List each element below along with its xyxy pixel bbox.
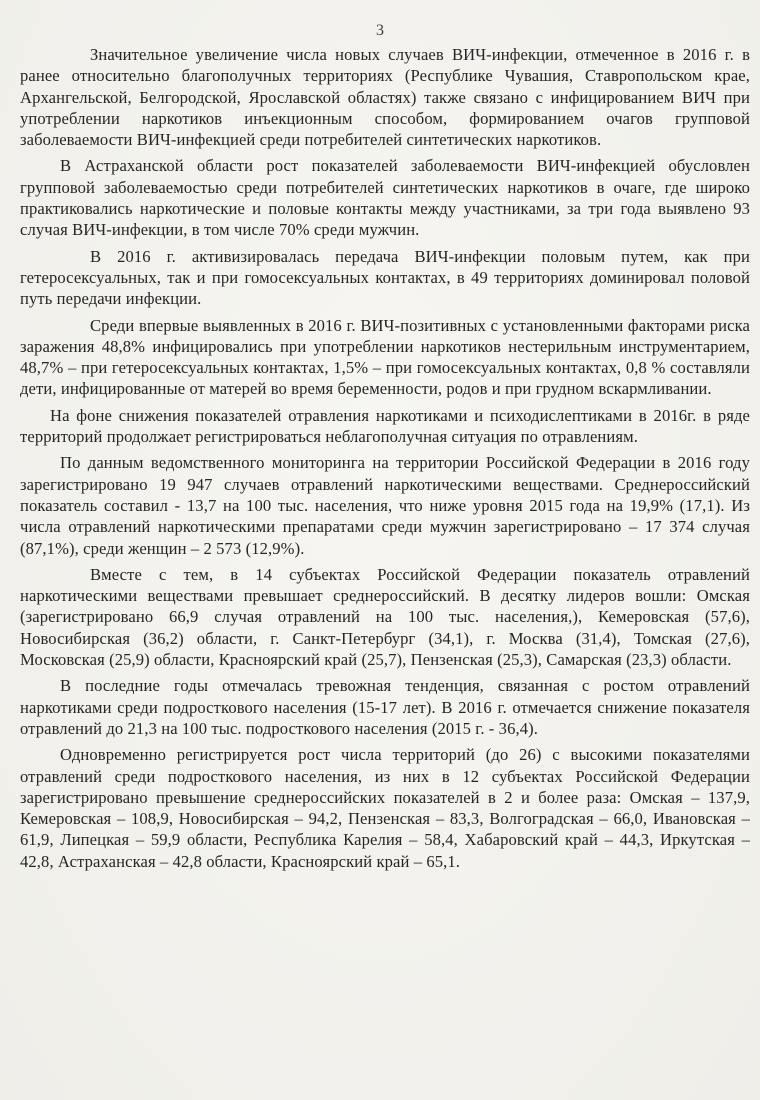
paragraph-poisoning-decline: На фоне снижения показателей отравления наркотиками и психодислептиками в 2016г. в ряде территорий продолжает регистрироваться неблагополучная ситуация по отравлениям. [20,405,750,447]
paragraph-adolescent-trend: В последние годы отмечалась тревожная тенденция, связанная с ростом отравлений наркотиками среди подросткового населения (15-17 лет). В 2016 г. отмечается снижение показателя отравлений до 21,3 на 100 тыс. подросткового населения (2015 г. - 36,4). [20,676,750,738]
paragraph-astrakhan: В Астраханской области рост показателей заболеваемости ВИЧ-инфекцией обусловлен групповой заболеваемостью среди потребителей синтетических наркотиков в очаге, где широко практиковались наркотические и половые контакты между участниками, за три года выявлено 93 случая ВИЧ-инфекции, в том числе 70% среди мужчин. [20,156,750,240]
paragraph-risk-factors: Среди впервые выявленных в 2016 г. ВИЧ-позитивных с установленными факторами риска заражения 48,8% инфицировались при употреблении наркотиков нестерильным инструментарием, 48,7% – при гетеросексуальных контактах, 1,5% – при гомосексуальных контактах, 0,8 % составляли дети, инфицированные от матерей во время беременности, родов и при грудном вскармливании. [20,315,750,399]
page-number: 3 [376,22,384,39]
paragraph-monitoring-data: По данным ведомственного мониторинга на территории Российской Федерации в 2016 году зарегистрировано 19 947 случаев отравлений наркотическими веществами. Среднероссийский показатель составил - 13,7 на 100 тыс. населения, что ниже уровня 2015 года на 19,9% (17,1). Из числа отравлений наркотическими препаратами среди мужчин зарегистрировано – 17 374 случая (87,1%), среди женщин – 2 573 (12,9%). [20,453,750,558]
paragraph-hiv-new-cases: Значительное увеличение числа новых случаев ВИЧ-инфекции, отмеченное в 2016 г. в ранее относительно благополучных территориях (Республике Чувашия, Ставропольском крае, Архангельской, Белгородской, Ярославской областях) также связано с инфицированием ВИЧ при употреблении наркотиков инъекционным способом, формированием очагов групповой заболеваемости ВИЧ-инфекцией среди потребителей синтетических наркотиков. [20,45,750,150]
paragraph-adolescent-regions: Одновременно регистрируется рост числа территорий (до 26) с высокими показателями отравлений среди подросткового населения, из них в 12 субъектах Российской Федерации зарегистрировано превышение среднероссийских показателей в 2 и более раза: Омская – 137,9, Кемеровская – 108,9, Новосибирская – 94,2, Пензенская – 83,3, Волгоградская – 66,0, Ивановская – 61,9, Липецкая – 59,9 области, Республика Карелия – 58,4, Хабаровский край – 44,3, Иркутская – 42,8, Астраханская – 42,8 области, Красноярский край – 65,1. [20,745,750,871]
paragraph-leading-regions: Вместе с тем, в 14 субъектах Российской Федерации показатель отравлений наркотическими веществами превышает среднероссийский. В десятку лидеров вошли: Омская (зарегистрировано 66,9 случая отравлений на 100 тыс. населения,), Кемеровская (57,6), Новосибирская (36,2) области, г. Санкт-Петербург (34,1), г. Москва (31,4), Томская (27,6), Московская (25,9) области, Красноярский край (25,7), Пензенская (25,3), Самарская (23,3) области. [20,564,750,670]
paragraph-sexual-transmission: В 2016 г. активизировалась передача ВИЧ-инфекции половым путем, как при гетеросексуальных, так и при гомосексуальных контактах, в 49 территориях доминировал половой путь передачи инфекции. [20,246,750,309]
